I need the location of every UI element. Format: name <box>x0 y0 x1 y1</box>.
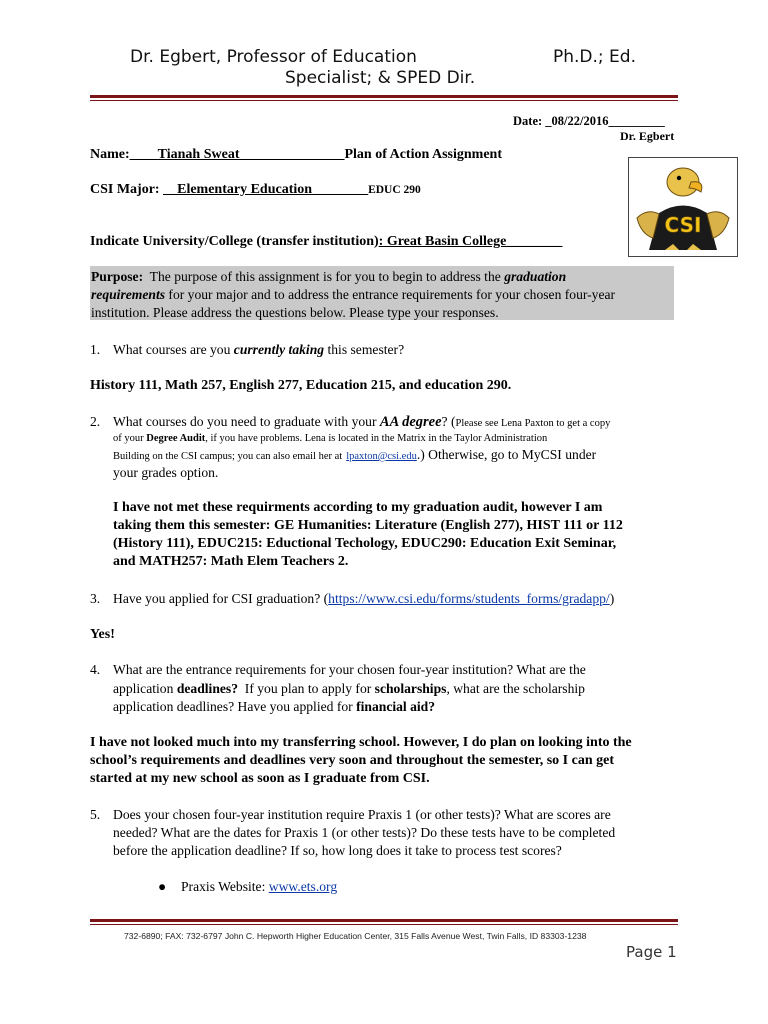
footer-rule-thin <box>90 924 678 925</box>
q2-text-line2: of your Degree Audit, if you have problems. Lena is located in the Matrix in the Taylor Administration <box>113 433 548 444</box>
name-row: Name:____Tianah Sweat_______________Plan of Action Assignment <box>90 147 502 162</box>
bullet-dot: ● <box>158 879 167 894</box>
q4-number: 4. <box>90 662 101 677</box>
q3-answer: Yes! <box>90 627 115 642</box>
header-degree: Ph.D.; Ed. <box>553 47 636 67</box>
university-value: : Great Basin College <box>378 234 507 249</box>
signature: Dr. Egbert <box>620 129 675 143</box>
university-row: Indicate University/College (transfer institution): Great Basin College________ <box>90 234 563 249</box>
email-link[interactable]: lpaxton@csi.edu <box>346 451 417 462</box>
logo-text: CSI <box>664 213 702 237</box>
q1-number: 1. <box>90 342 101 357</box>
q4-answer: I have not looked much into my transferring school. However, I do plan on looking into the school’s requirements and deadlines very soon and throughout the semester, so I can get started at my new school as soon as I graduate from CSI. <box>90 735 632 786</box>
course-code: EDUC 290 <box>368 184 421 196</box>
major-value: Elementary Education <box>177 182 313 197</box>
q4-text-line1: What are the entrance requirements for your chosen four-year institution? What are the <box>113 662 586 677</box>
q2-text-line3: Building on the CSI campus; you can also email her at lpaxton@csi.edu.) Otherwise, go to MyCSI under <box>113 447 597 462</box>
header-rule-thin <box>90 100 678 101</box>
q2-number: 2. <box>90 414 101 429</box>
q3-text: Have you applied for CSI graduation? (https://www.csi.edu/forms/students_forms/gradapp/) <box>113 591 615 606</box>
page-number: Page 1 <box>626 943 677 961</box>
q2-text-line1: What courses do you need to graduate with your AA degree? (Please see Lena Paxton to get a copy <box>113 414 611 430</box>
header-author: Dr. Egbert, Professor of Education <box>130 47 417 67</box>
major-row: CSI Major: __Elementary Education________EDUC 290 <box>90 182 421 197</box>
date-line: Date: _08/22/2016_________ <box>513 114 665 128</box>
header-title-line2: Specialist; & SPED Dir. <box>285 68 476 88</box>
gradapp-link[interactable]: https://www.csi.edu/forms/students_forms/gradapp/ <box>328 591 610 606</box>
assignment-title: Plan of Action Assignment <box>344 147 502 162</box>
q4-text-line3: application deadlines? Have you applied for financial aid? <box>113 699 436 714</box>
q1-answer: History 111, Math 257, English 277, Education 215, and education 290. <box>90 378 512 393</box>
header-rule-thick <box>90 95 678 98</box>
footer-rule-thick <box>90 919 678 922</box>
csi-logo-frame <box>628 157 738 257</box>
q3-number: 3. <box>90 591 101 606</box>
q4-text-line2: application deadlines? If you plan to apply for scholarships, what are the scholarship <box>113 681 585 696</box>
purpose-label: Purpose: <box>91 269 144 284</box>
praxis-link[interactable]: www.ets.org <box>268 879 338 894</box>
q2-text-line4: your grades option. <box>113 465 219 480</box>
q1-text: What courses are you currently taking this semester? <box>113 342 405 357</box>
q5-number: 5. <box>90 807 101 822</box>
csi-eagle-mascot-logo <box>629 158 737 256</box>
q2-answer: I have not met these requirments according to my graduation audit, however I am taking them this semester: GE Humanities: Literature (English 277), HIST 111 or 112 (History 111), EDUC215: Eductional Techology, EDUC290: Education Exit Seminar, and MATH257: Math Elem Teachers 2. <box>113 500 623 569</box>
footer-address: 732-6890; FAX: 732-6797 John C. Hepworth Higher Education Center, 315 Falls Avenue West, Twin Falls, ID 83303-1238 <box>124 931 587 941</box>
purpose-box: Purpose: The purpose of this assignment is for you to begin to address the graduation requirements for your major and to address the entrance requirements for your chosen four-year institution. Please address the questions below. Please type your responses. <box>90 266 674 320</box>
praxis-bullet: Praxis Website: www.ets.org <box>181 879 338 894</box>
name-value: Tianah Sweat <box>157 147 240 162</box>
q5-text: Does your chosen four-year institution require Praxis 1 (or other tests)? What are scores are needed? What are the dates for Praxis 1 (or other tests)? Do these tests have to be completed before the application deadline? If so, how long does it take to process test scores? <box>113 807 616 858</box>
